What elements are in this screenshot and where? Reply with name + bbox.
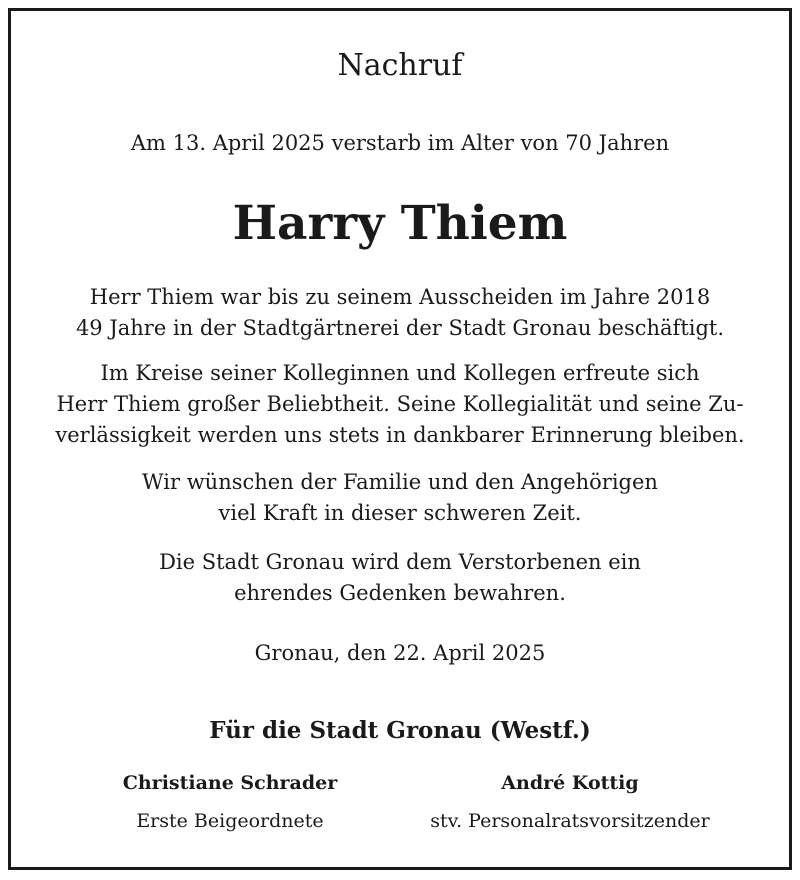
paragraph-line: ehrendes Gedenken bewahren.	[234, 581, 566, 605]
issuing-organization: Für die Stadt Gronau (Westf.)	[209, 717, 591, 744]
obituary-heading: Nachruf	[337, 48, 463, 83]
paragraph-line: Die Stadt Gronau wird dem Verstorbenen ein	[159, 550, 641, 574]
paragraph-line: 49 Jahre in der Stadtgärtnerei der Stadt Gronau beschäftigt.	[75, 316, 725, 340]
paragraph-line: Wir wünschen der Familie und den Angehörigen	[142, 470, 658, 494]
paragraph-line: Herr Thiem großer Beliebtheit. Seine Kollegialität und seine Zu-	[56, 392, 744, 416]
paragraph-condolences	[0, 467, 800, 529]
paragraph-line: Herr Thiem war bis zu seinem Ausscheiden im Jahre 2018	[89, 285, 711, 309]
paragraph-remembrance	[0, 547, 800, 609]
paragraph-line: viel Kraft in dieser schweren Zeit.	[218, 501, 582, 525]
deceased-name: Harry Thiem	[232, 196, 568, 251]
paragraph-career	[0, 282, 800, 344]
signatory-right	[400, 768, 740, 836]
signatory-title: stv. Personalratsvorsitzender	[430, 810, 710, 832]
paragraph-line: verlässigkeit werden uns stets in dankbarer Erinnerung bleiben.	[55, 423, 745, 447]
signatory-name: Christiane Schrader	[122, 772, 338, 794]
signatory-name: André Kottig	[501, 772, 639, 794]
death-notice-intro: Am 13. April 2025 verstarb im Alter von 70 Jahren	[130, 131, 670, 155]
place-and-date: Gronau, den 22. April 2025	[254, 641, 546, 665]
signatory-title: Erste Beigeordnete	[136, 810, 324, 832]
paragraph-appreciation	[0, 358, 800, 451]
paragraph-line: Im Kreise seiner Kolleginnen und Kollegen erfreute sich	[100, 361, 700, 385]
signatory-left	[60, 768, 400, 836]
